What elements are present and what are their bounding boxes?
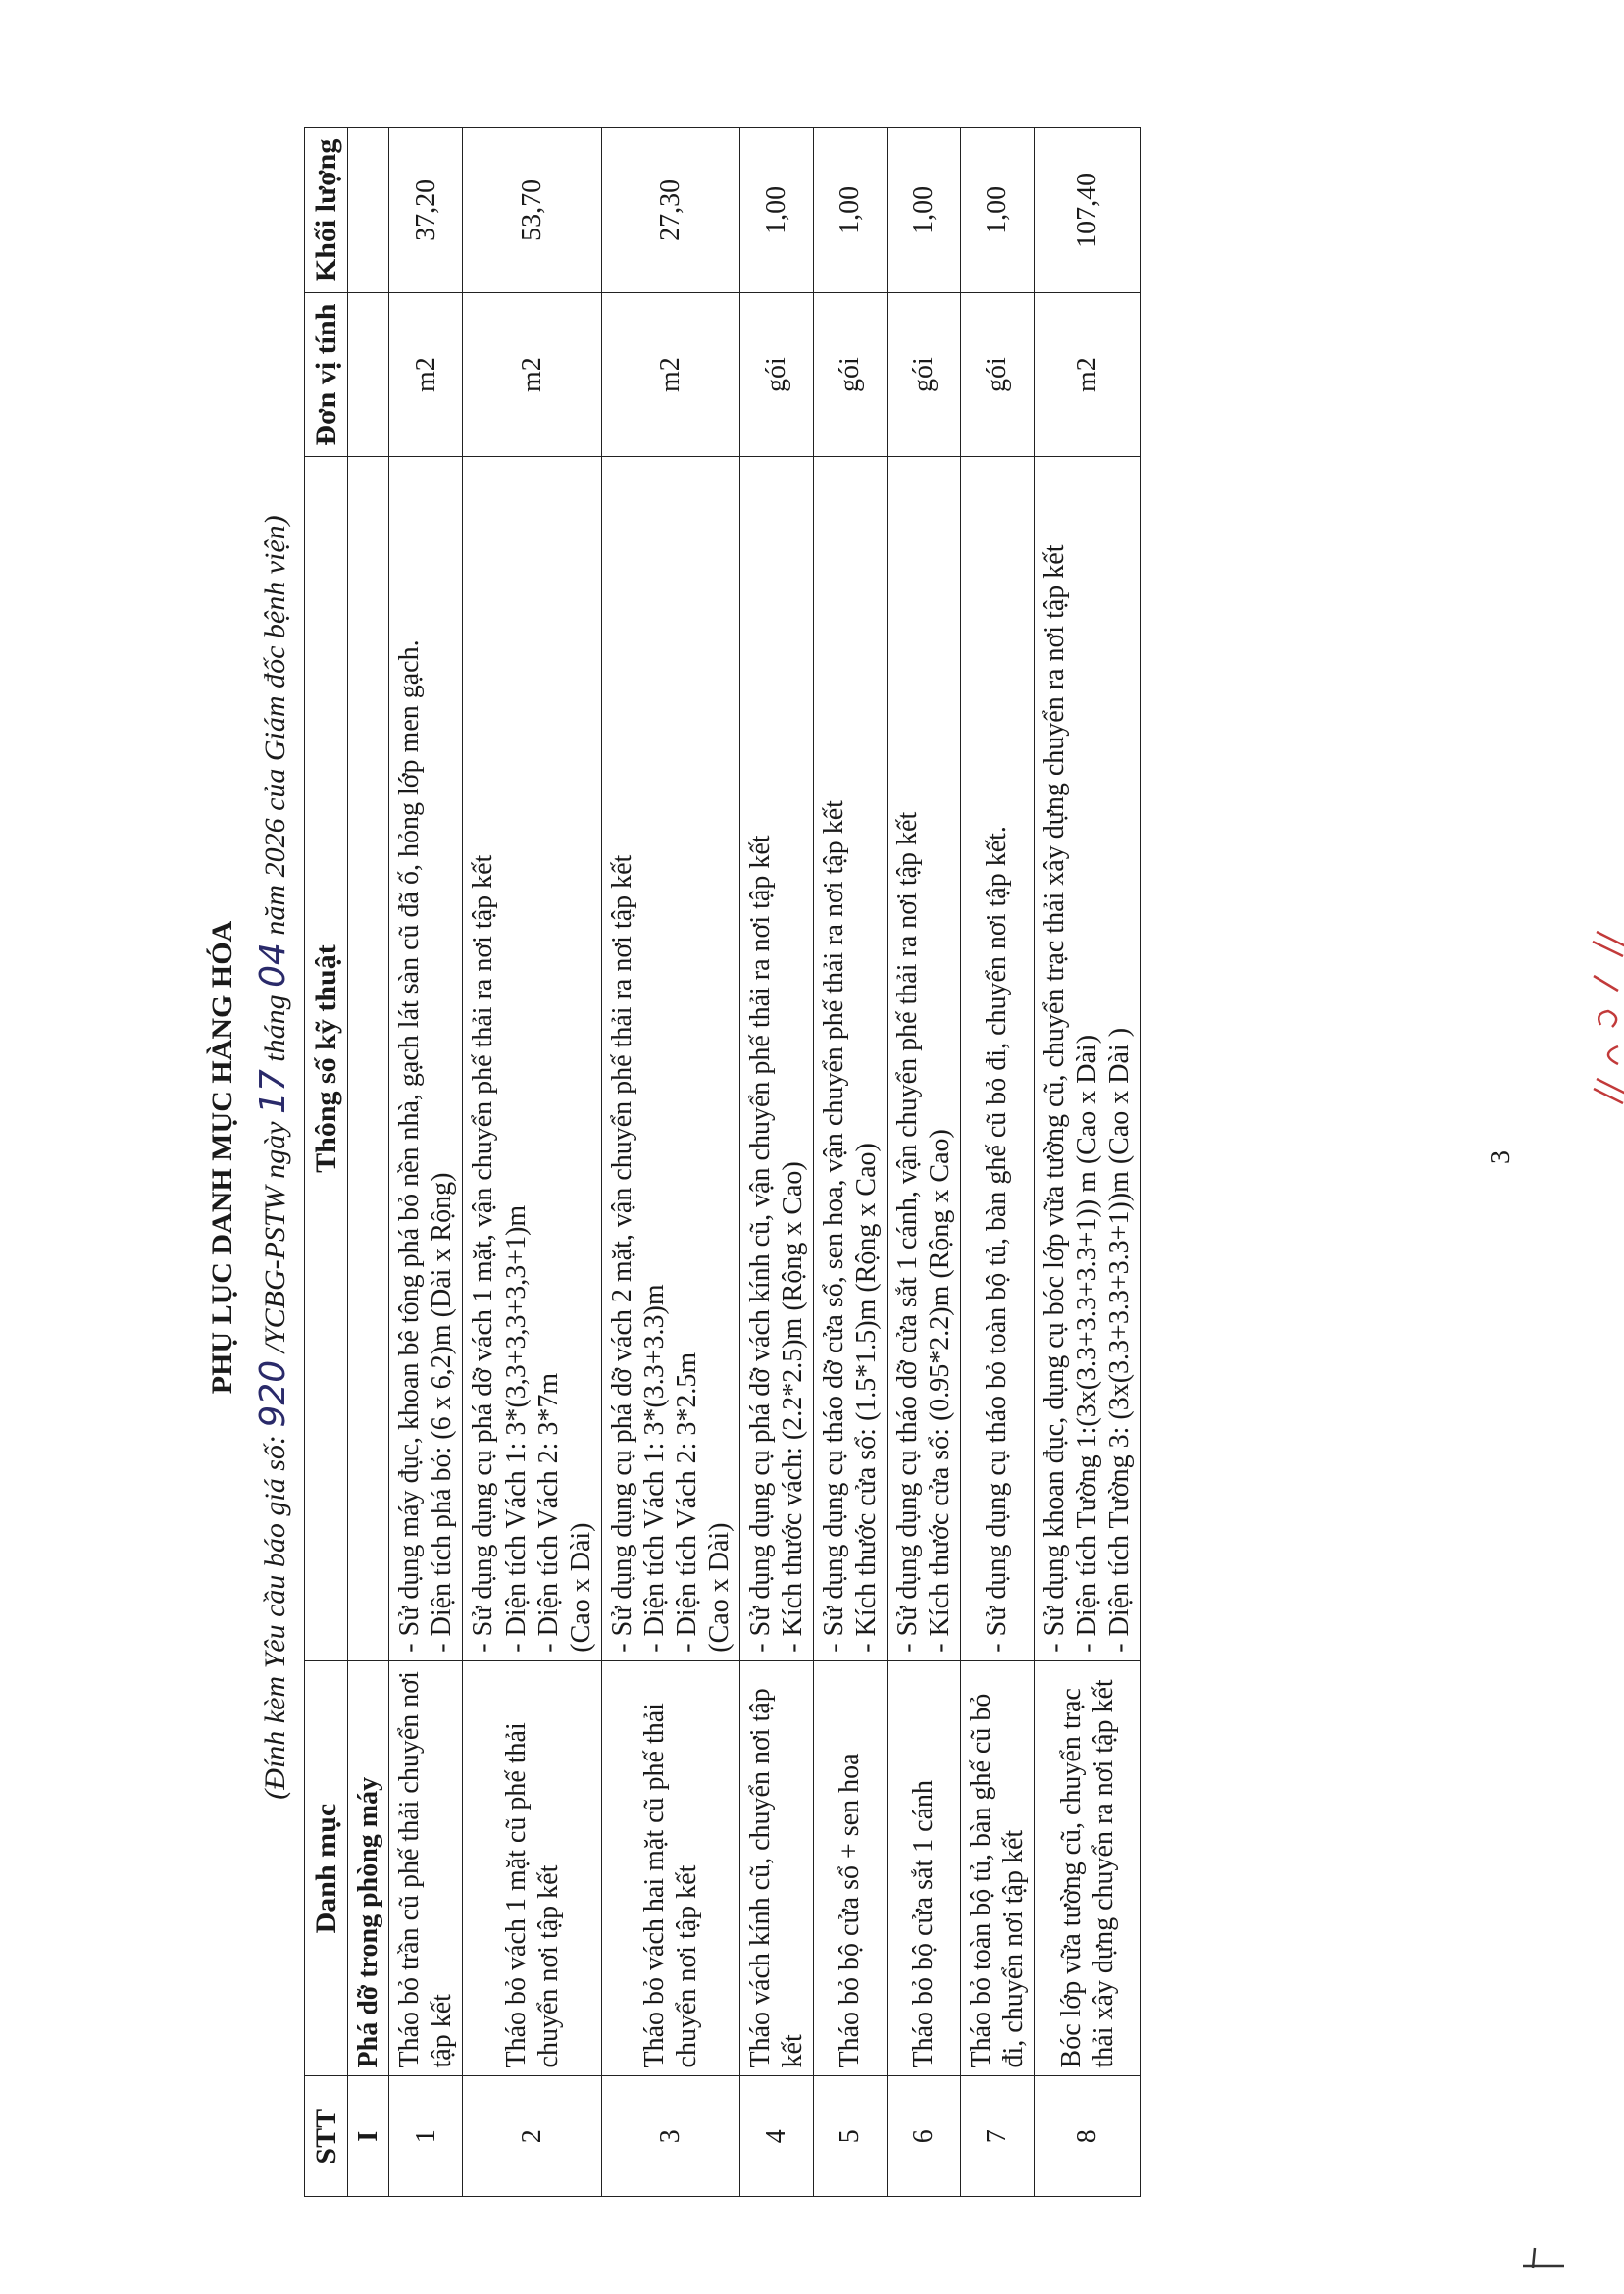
spec-line: - Sử dụng máy đục, khoan bê tông phá bỏ nền nhà, gạch lát sàn cũ đã ố, hỏng lớp men gạch.	[394, 639, 426, 1653]
cell-danh-muc: Tháo vách kính cũ, chuyển nơi tập kết	[739, 1660, 813, 2076]
cell-stt: 2	[463, 2076, 601, 2197]
spec-line: - Diện tích phá bỏ: (6 x 6,2)m (Dài x Rộng)	[427, 1172, 458, 1653]
cell-khoi-luong: 1,00	[960, 128, 1034, 293]
header-don-vi: Đơn vị tính	[305, 292, 348, 457]
table-row	[887, 128, 960, 2197]
initials-mark-icon	[1515, 2238, 1574, 2277]
goods-table	[304, 127, 1141, 2197]
cell-don-vi: m2	[1034, 292, 1140, 457]
cell-thong-so	[389, 457, 463, 1660]
month-label: tháng	[259, 994, 291, 1062]
cell-danh-muc: Tháo bỏ trần cũ phế thải chuyển nơi tập kết	[389, 1660, 463, 2076]
header-thong-so: Thông số kỹ thuật	[305, 457, 348, 1660]
cell-stt: 8	[1034, 2076, 1140, 2197]
header-danh-muc: Danh mục	[305, 1660, 348, 2076]
page-number: 3	[1486, 1150, 1516, 1164]
spec-line: - Diện tích Vách 2: 3*2.5m	[671, 1351, 702, 1653]
section-name: Phá dỡ trong phòng máy	[348, 1660, 389, 2076]
table-row	[960, 128, 1034, 2197]
cell-khoi-luong: 1,00	[887, 128, 960, 293]
handwritten-month: 04	[253, 943, 293, 988]
table-row	[601, 128, 739, 2197]
spec-line: - Kích thước cửa sổ: (0.95*2.2)m (Rộng x Cao)	[924, 1129, 955, 1653]
cell-stt: 5	[813, 2076, 887, 2197]
spec-line: (Cao x Dài)	[565, 1522, 596, 1653]
table-row	[463, 128, 601, 2197]
spec-line: - Diện tích Tường 3: (3x(3.3+3.3+3.3+1))m (Cao x Dài )	[1104, 1027, 1136, 1653]
empty-cell	[348, 128, 389, 293]
spec-line: - Sử dụng dụng cụ phá dỡ vách kính cũ, vận chuyển phế thải ra nơi tập kết	[744, 835, 776, 1653]
handwritten-doc-number: 920	[253, 1359, 293, 1428]
cell-khoi-luong: 1,00	[739, 128, 813, 293]
cell-stt: 6	[887, 2076, 960, 2197]
cell-stt: 4	[739, 2076, 813, 2197]
spec-line: - Sử dụng dụng cụ tháo bỏ toàn bộ tủ, bàn ghế cũ bỏ đi, chuyển nơi tập kết.	[982, 826, 1013, 1653]
empty-cell	[348, 457, 389, 1660]
cell-khoi-luong: 1,00	[813, 128, 887, 293]
rotated-page-content	[118, 98, 1624, 2217]
cell-thong-so	[739, 457, 813, 1660]
table-row	[813, 128, 887, 2197]
cell-danh-muc: Tháo bỏ bộ cửa sổ + sen hoa	[813, 1660, 887, 2076]
table-row	[1034, 128, 1140, 2197]
spec-line: - Diện tích Tường 1:(3x(3.3+3.3+3.3+1)) m (Cao x Dài)	[1072, 1034, 1103, 1653]
cell-danh-muc: Tháo bỏ toàn bộ tủ, bàn ghế cũ bỏ đi, chuyển nơi tập kết	[960, 1660, 1034, 2076]
cell-thong-so	[813, 457, 887, 1660]
cell-khoi-luong: 53,70	[463, 128, 601, 293]
spec-line: (Cao x Dài)	[703, 1522, 735, 1653]
cell-don-vi: m2	[389, 292, 463, 457]
cell-thong-so	[601, 457, 739, 1660]
table-row	[739, 128, 813, 2197]
cell-stt: 1	[389, 2076, 463, 2197]
spec-line: - Kích thước cửa sổ: (1.5*1.5)m (Rộng x Cao)	[850, 1143, 882, 1653]
subtitle-prefix: (Đính kèm Yêu cầu báo giá số:	[259, 1435, 291, 1800]
header-stt: STT	[305, 2076, 348, 2197]
cell-don-vi: gói	[739, 292, 813, 457]
subtitle-suffix: năm 2026 của Giám đốc bệnh viện)	[259, 515, 291, 936]
cell-don-vi: m2	[463, 292, 601, 457]
cell-don-vi: gói	[960, 292, 1034, 457]
cell-thong-so	[887, 457, 960, 1660]
spec-line: - Diện tích Vách 1: 3*(3.3+3.3)m	[638, 1284, 670, 1653]
document-title: PHỤ LỤC DANH MỤC HÀNG HÓA	[206, 920, 238, 1395]
cell-khoi-luong: 107,40	[1034, 128, 1140, 293]
cell-don-vi: m2	[601, 292, 739, 457]
spec-line: - Sử dụng dụng cụ phá dỡ vách 2 mặt, vận chuyển phế thải ra nơi tập kết	[606, 854, 637, 1653]
table-row	[389, 128, 463, 2197]
cell-danh-muc: Bóc lớp vữa tường cũ, chuyển trạc thải xây dựng chuyển ra nơi tập kết	[1034, 1660, 1140, 2076]
spec-line: - Sử dụng dụng cụ tháo dỡ cửa sắt 1 cánh, vận chuyển phế thải ra nơi tập kết	[891, 811, 923, 1653]
header-khoi-luong: Khối lượng	[305, 128, 348, 293]
table-header-row	[305, 128, 348, 2197]
cell-khoi-luong: 37,20	[389, 128, 463, 293]
cell-danh-muc: Tháo bỏ vách 1 mặt cũ phế thải chuyển nơi tập kết	[463, 1660, 601, 2076]
cell-stt: 3	[601, 2076, 739, 2197]
cell-danh-muc: Tháo bỏ bộ cửa sắt 1 cánh	[887, 1660, 960, 2076]
spec-line: - Diện tích Vách 2: 3*7m	[533, 1372, 564, 1653]
cell-danh-muc: Tháo bỏ vách hai mặt cũ phế thải chuyển nơi tập kết	[601, 1660, 739, 2076]
cell-khoi-luong: 27,30	[601, 128, 739, 293]
section-row	[348, 128, 389, 2197]
cell-stt: 7	[960, 2076, 1034, 2197]
spec-line: - Diện tích Vách 1: 3*(3,3+3,3+3,3+1)m	[500, 1204, 532, 1653]
cell-thong-so	[960, 457, 1034, 1660]
spec-line: - Sử dụng dụng cụ phá dỡ vách 1 mặt, vận chuyển phế thải ra nơi tập kết	[468, 854, 499, 1653]
document-subtitle	[253, 98, 293, 2217]
spec-line: - Sử dụng dụng cụ tháo dỡ cửa sổ, sen hoa, vận chuyển phế thải ra nơi tập kết	[818, 800, 849, 1653]
handwritten-red-marks	[1579, 922, 1624, 1108]
cell-don-vi: gói	[813, 292, 887, 457]
handwritten-day: 17	[253, 1069, 293, 1115]
subtitle-code: /YCBG-PSTW ngày	[259, 1121, 291, 1353]
cell-don-vi: gói	[887, 292, 960, 457]
spec-line: - Sử dụng khoan đục, dụng cụ bóc lớp vữa tường cũ, chuyển trạc thải xây dựng chuyển ra nơi tập kết	[1039, 544, 1070, 1653]
empty-cell	[348, 292, 389, 457]
table-body	[348, 128, 1141, 2197]
spec-line: - Kích thước vách: (2.2*2.5)m (Rộng x Cao)	[777, 1161, 808, 1653]
cell-thong-so	[1034, 457, 1140, 1660]
section-stt: I	[348, 2076, 389, 2197]
cell-thong-so	[463, 457, 601, 1660]
